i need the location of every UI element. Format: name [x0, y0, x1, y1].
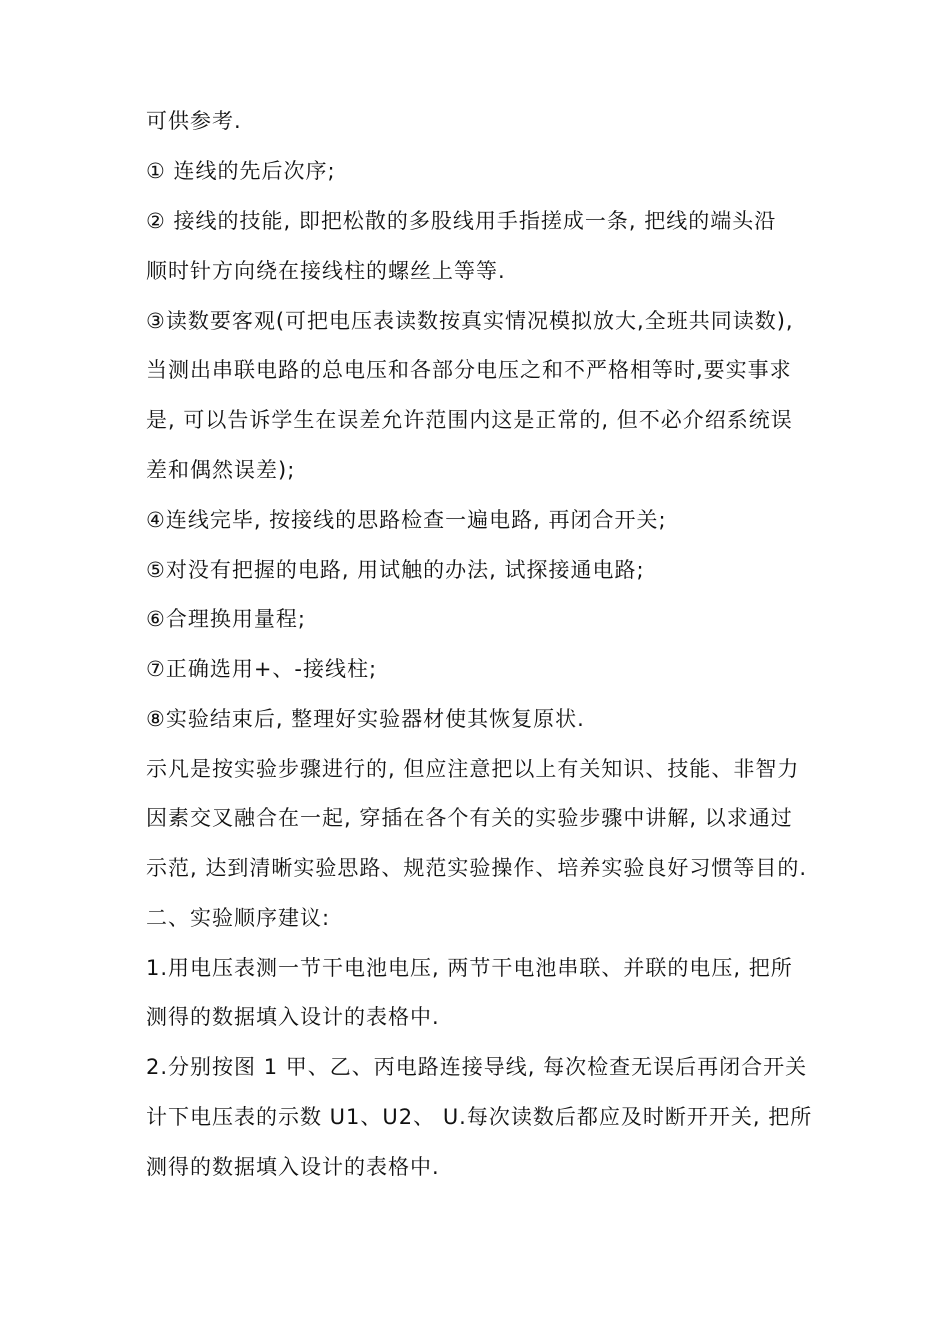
- text-line: 顺时针方向绕在接线柱的螺丝上等等.: [146, 259, 506, 283]
- text-line: 计下电压表的示数 U1、U2、 U.每次读数后都应及时断开开关, 把所: [146, 1105, 813, 1129]
- text-line: 差和偶然误差);: [146, 458, 296, 482]
- text-line: ⑦正确选用+、-接线柱;: [146, 657, 378, 681]
- text-line: 当测出串联电路的总电压和各部分电压之和不严格相等时,要实事求: [146, 358, 792, 382]
- text-line: ① 连线的先后次序;: [146, 159, 336, 183]
- text-line: 可供参考.: [146, 109, 242, 133]
- text-line: ② 接线的技能, 即把松散的多股线用手指搓成一条, 把线的端头沿: [146, 209, 777, 233]
- text-line: 示范, 达到清晰实验思路、规范实验操作、培养实验良好习惯等目的.: [146, 856, 808, 880]
- text-line: 测得的数据填入设计的表格中.: [146, 1005, 440, 1029]
- text-line: ④连线完毕, 按接线的思路检查一遍电路, 再闭合开关;: [146, 508, 667, 532]
- section-heading: 二、实验顺序建议:: [146, 906, 331, 930]
- text-line: 测得的数据填入设计的表格中.: [146, 1155, 440, 1179]
- text-line: 2.分别按图 1 甲、乙、丙电路连接导线, 每次检查无误后再闭合开关: [146, 1055, 808, 1079]
- text-line: ⑤对没有把握的电路, 用试触的办法, 试探接通电路;: [146, 558, 645, 582]
- text-line: 1.用电压表测一节干电池电压, 两节干电池串联、并联的电压, 把所: [146, 956, 793, 980]
- text-line: ⑥合理换用量程;: [146, 607, 306, 631]
- text-line: ⑧实验结束后, 整理好实验器材使其恢复原状.: [146, 707, 585, 731]
- text-line: 是, 可以告诉学生在误差允许范围内这是正常的, 但不必介绍系统误: [146, 408, 793, 432]
- text-line: 示凡是按实验步骤进行的, 但应注意把以上有关知识、技能、非智力: [146, 757, 800, 781]
- text-line: ③读数要客观(可把电压表读数按真实情况模拟放大,全班共同读数),: [146, 309, 794, 333]
- text-line: 因素交叉融合在一起, 穿插在各个有关的实验步骤中讲解, 以求通过: [146, 806, 793, 830]
